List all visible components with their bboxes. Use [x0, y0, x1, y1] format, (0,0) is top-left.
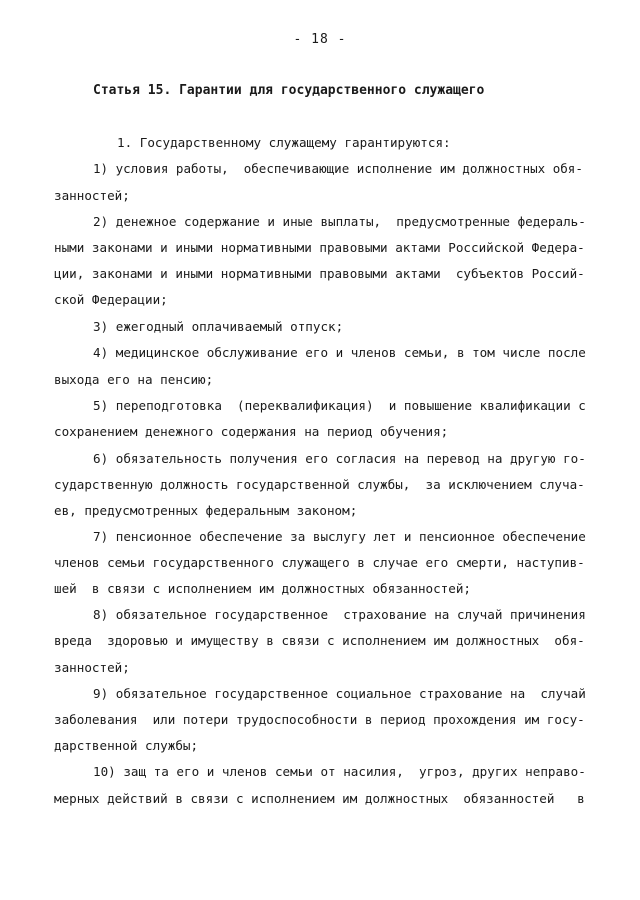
text-line: занностей;: [54, 188, 130, 203]
text-line: ции, законами и иными нормативными правовыми актами субъектов Россий-: [54, 266, 585, 281]
text-line: шей в связи с исполнением им должностных обязанностей;: [54, 581, 472, 596]
text-line: 5) переподготовка (переквалификация) и повышение квалификации с: [93, 398, 586, 413]
page-number: - 18 -: [293, 32, 347, 47]
text-line: ской Федерации;: [54, 292, 168, 307]
text-line: занностей;: [54, 660, 130, 675]
text-line: 10) защ та его и членов семьи от насилия, угроз, других неправо-: [93, 764, 586, 779]
text-line: выхода его на пенсию;: [54, 372, 214, 387]
text-line: 2) денежное содержание и иные выплаты, предусмотренные федераль-: [93, 214, 586, 229]
text-line: ев, предусмотренных федеральным законом;: [54, 503, 358, 518]
text-line: ными законами и иными нормативными правовыми актами Российской Федера-: [54, 240, 585, 255]
text-line: членов семьи государственного служащего в случае его смерти, наступив-: [54, 555, 585, 570]
text-line: 1. Государственному служащему гарантируются:: [117, 135, 451, 150]
text-line: заболевания или потери трудоспособности в период прохождения им госу-: [54, 712, 585, 727]
text-line: 7) пенсионное обеспечение за выслугу лет и пенсионное обеспечение: [93, 529, 586, 544]
text-line: 6) обязательность получения его согласия на перевод на другую го-: [93, 451, 586, 466]
text-line: 8) обязательное государственное страхование на случай причинения: [93, 607, 586, 622]
article-title: Статья 15. Гарантии для государственного служащего: [93, 83, 485, 98]
text-line: вреда здоровью и имуществу в связи с исполнением им должностных обя-: [54, 633, 585, 648]
text-line: дарственной службы;: [54, 738, 199, 753]
text-line: 4) медицинское обслуживание его и членов семьи, в том числе после: [93, 345, 586, 360]
text-line: мерных действий в связи с исполнением им должностных обязанностей в: [54, 791, 585, 806]
text-line: 9) обязательное государственное социальное страхование на случай: [93, 686, 586, 701]
text-line: сударственную должность государственной службы, за исключением случа-: [54, 477, 585, 492]
text-line: 1) условия работы, обеспечивающие исполнение им должностных обя-: [93, 161, 583, 176]
text-line: сохранением денежного содержания на период обучения;: [54, 424, 449, 439]
text-line: 3) ежегодный оплачиваемый отпуск;: [93, 319, 344, 334]
